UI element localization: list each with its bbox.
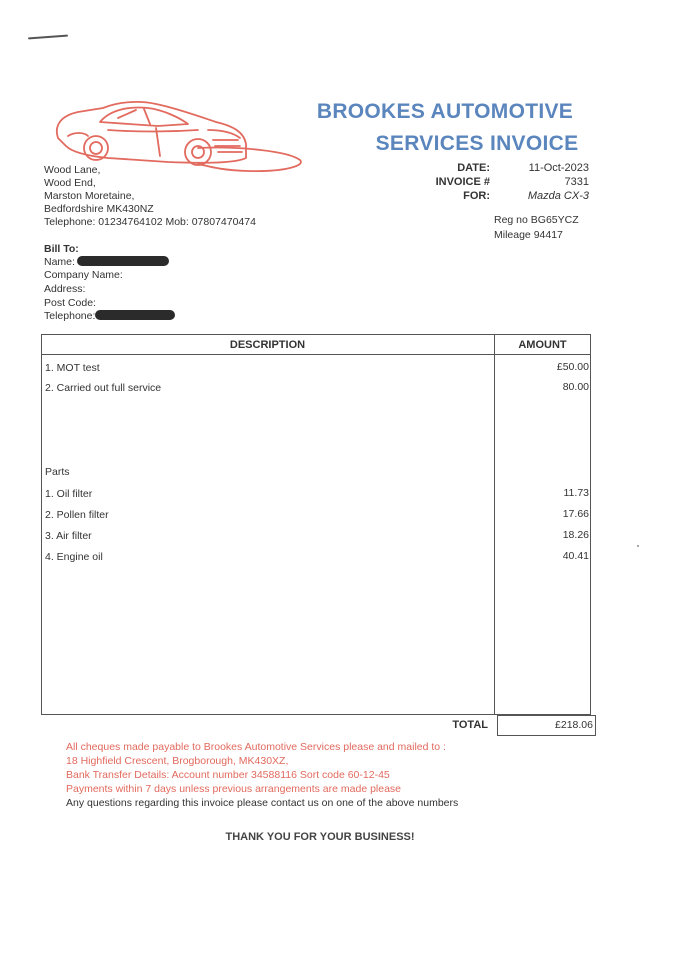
invoice-title-line2: SERVICES INVOICE [375, 132, 579, 155]
scan-mark [28, 35, 68, 40]
table-row-description: 1. Oil filter [45, 488, 93, 500]
name-label: Name: [44, 256, 75, 268]
registration-number: Reg no BG65YCZ [494, 214, 579, 226]
table-row-amount: 17.66 [562, 508, 589, 520]
company-name-label: Company Name: [44, 269, 123, 281]
amount-column-header: AMOUNT [518, 339, 567, 351]
mileage: Mileage 94417 [494, 229, 563, 241]
bill-to-heading: Bill To: [44, 243, 79, 255]
invoice-number-label: INVOICE # [435, 176, 490, 188]
invoice-number-value: 7331 [564, 176, 589, 188]
date-label: DATE: [457, 162, 490, 174]
bill-to-telephone [44, 310, 175, 322]
description-column-header: DESCRIPTION [229, 339, 306, 351]
address-line: Bedfordshire MK430NZ [44, 203, 154, 215]
address-line: Wood End, [44, 177, 96, 189]
table-row-amount: 80.00 [562, 381, 589, 393]
redaction-bar [77, 256, 169, 266]
address-line: Wood Lane, [44, 164, 101, 176]
date-value: 11-Oct-2023 [528, 162, 589, 174]
for-label: FOR: [463, 190, 490, 202]
table-row-description: 4. Engine oil [45, 551, 103, 563]
scan-speck [637, 545, 639, 547]
table-row-amount: 40.41 [562, 550, 589, 562]
address-label: Address: [44, 283, 86, 295]
invoice-title-line1: BROOKES AUTOMOTIVE [316, 100, 574, 123]
table-column-divider [494, 334, 495, 715]
parts-heading: Parts [45, 466, 70, 478]
postcode-label: Post Code: [44, 297, 96, 309]
table-row-description: 2. Carried out full service [45, 382, 162, 394]
vehicle-value: Mazda CX-3 [527, 190, 589, 202]
mailing-address: 18 Highfield Crescent, Brogborough, MK430XZ, [66, 755, 289, 767]
table-row-amount: 18.26 [562, 529, 589, 541]
bank-details: Bank Transfer Details: Account number 34588116 Sort code 60-12-45 [66, 769, 390, 781]
payment-terms: Payments within 7 days unless previous arrangements are made please [66, 783, 402, 795]
table-row-amount: 11.73 [563, 487, 589, 499]
table-row-description: 3. Air filter [45, 530, 92, 542]
telephone-label: Telephone: [44, 310, 96, 322]
thank-you-message: THANK YOU FOR YOUR BUSINESS! [225, 831, 415, 843]
company-telephone: Telephone: 01234764102 Mob: 07807470474 [44, 216, 256, 228]
table-row-amount: £50.00 [556, 361, 589, 373]
company-address [44, 164, 256, 229]
table-row-description: 1. MOT test [45, 362, 100, 374]
redaction-bar [95, 310, 175, 320]
address-line: Marston Moretaine, [44, 190, 135, 202]
total-label: TOTAL [452, 719, 488, 731]
payment-note: All cheques made payable to Brookes Automotive Services please and mailed to : [66, 741, 446, 753]
table-row-description: 2. Pollen filter [45, 509, 109, 521]
bill-to-name [44, 256, 169, 268]
total-value: £218.06 [555, 719, 593, 731]
contact-note: Any questions regarding this invoice please contact us on one of the above numbers [66, 797, 459, 809]
